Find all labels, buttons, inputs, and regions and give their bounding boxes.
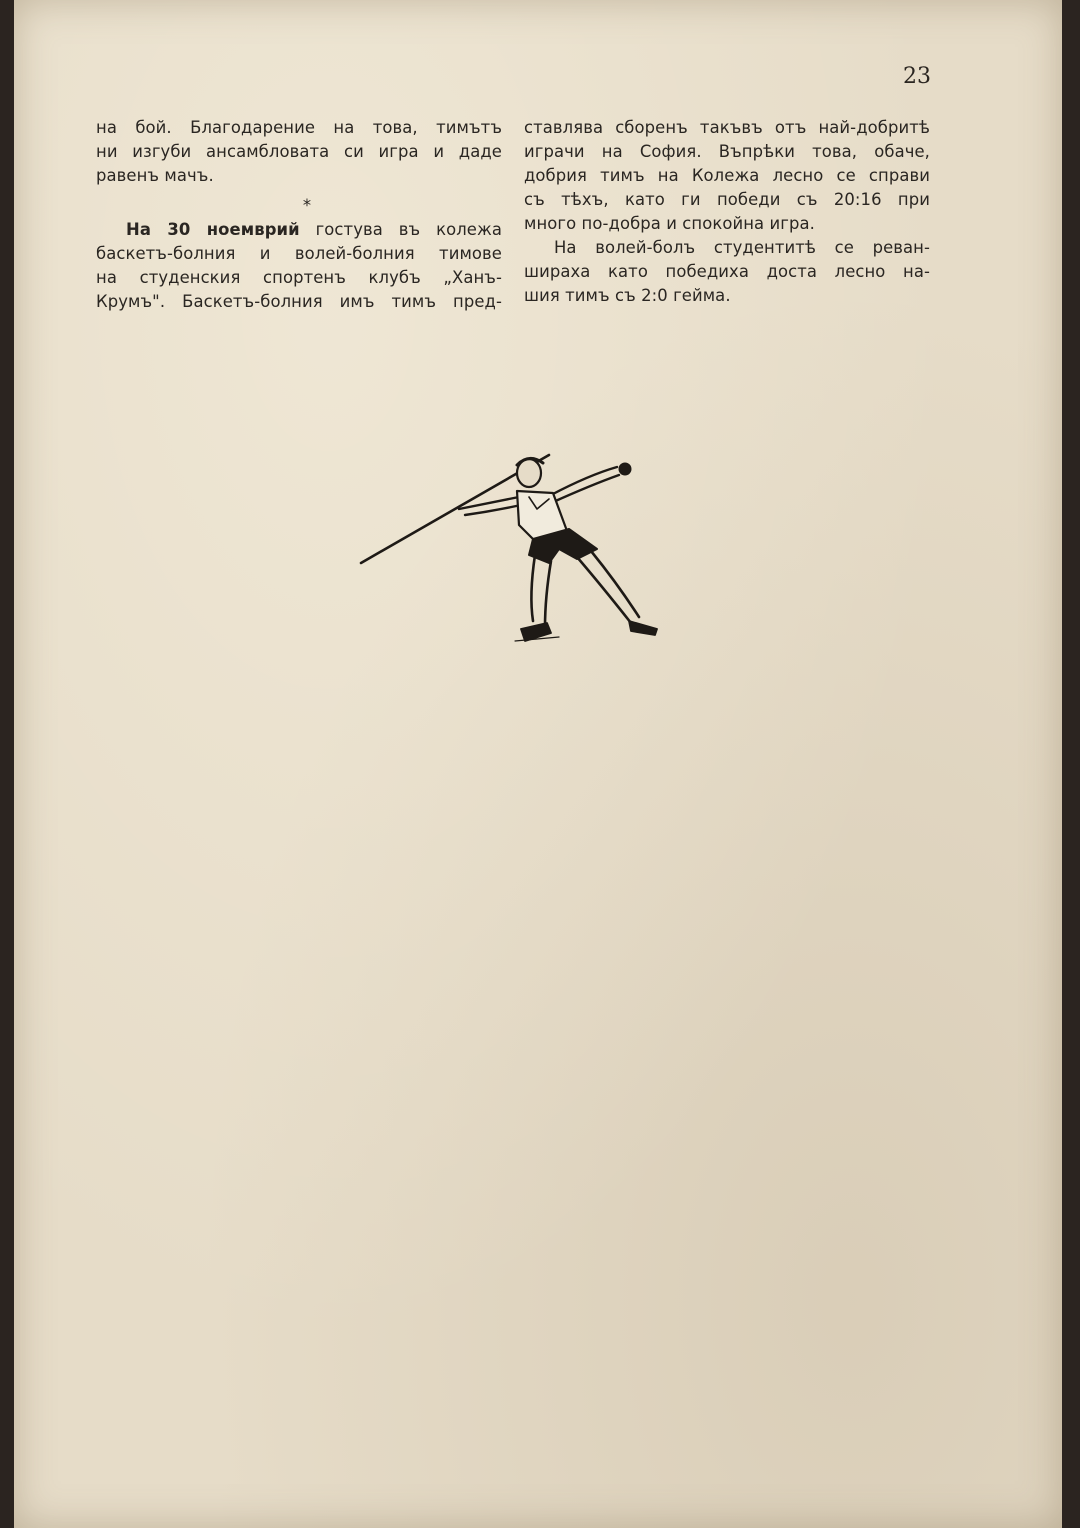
text-line: на бой. Благодарение на това, тимътъ: [96, 118, 502, 137]
text-fragment: гостува въ колежа: [299, 220, 502, 239]
text-line: добрия тимъ на Колежа лесно се справи: [524, 166, 930, 185]
right-column: [524, 116, 930, 308]
paragraph-first-line: [96, 218, 502, 242]
document-page: [14, 0, 1062, 1528]
text-line: на студенския спортенъ клубъ „Ханъ-: [96, 268, 502, 287]
text-line: шия тимъ съ 2:0 гейма.: [524, 286, 731, 305]
page-number: 23: [903, 64, 931, 89]
text-line: равенъ мачъ.: [96, 166, 214, 185]
text-line: шираха като победиха доста лесно на-: [524, 262, 930, 281]
text-line: съ тѣхъ, като ги победи съ 20:16 при: [524, 190, 930, 209]
text-line: баскетъ-болния и волей-болния тимове: [96, 244, 502, 263]
text-line: ставлява сборенъ такъвъ отъ най-добритѣ: [524, 118, 930, 137]
text-line: ни изгуби ансамбловата си игра и даде: [96, 142, 502, 161]
bold-date: На 30 ноемврий: [126, 220, 300, 239]
text-line: Крумъ". Баскетъ-болния имъ тимъ пред-: [96, 292, 502, 311]
text-line: много по-добра и спокойна игра.: [524, 214, 815, 233]
text-line: На волей-болъ студентитѣ се реван-: [554, 238, 930, 257]
left-column: [96, 116, 502, 314]
text-line: играчи на София. Въпрѣки това, обаче,: [524, 142, 930, 161]
javelin-thrower-icon: [339, 445, 659, 655]
section-separator: *: [302, 196, 312, 215]
